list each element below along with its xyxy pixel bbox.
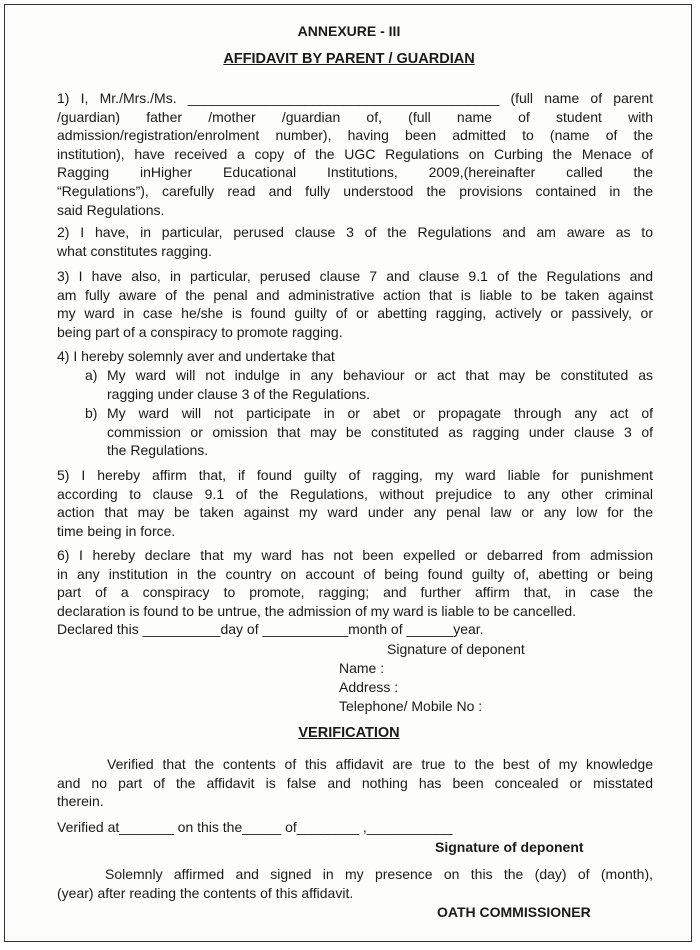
paragraph-line: according to clause 9.1 of the Regulations, without prejudice to any other criminal	[57, 485, 653, 502]
paragraph-line: being part of a conspiracy to promote ragging.	[57, 323, 343, 340]
undertaking-item-a	[77, 366, 653, 403]
paragraph-line: /guardian) father /mother /guardian of, (full name of student with	[57, 108, 653, 125]
verification-heading-text: VERIFICATION	[298, 725, 400, 741]
paragraph-line: 4) I hereby solemnly aver and undertake that	[57, 348, 335, 364]
paragraph-line: 1) I, Mr./Mrs./Ms. ________________________________________ (full name of parent	[57, 90, 653, 106]
paragraph-line: am fully aware of the penal and administrative action that is liable to be taken against	[57, 286, 653, 303]
paragraph-line: Ragging inHigher Educational Institutions, 2009,(hereinafter called the	[57, 164, 653, 181]
item-label: a)	[85, 367, 98, 383]
paragraph-line: and no part of the affidavit is false and nothing has been concealed or misstated	[57, 774, 653, 791]
paragraph-line: declaration is found to be untrue, the admission of my ward is liable to be cancelled.	[57, 602, 577, 619]
paragraph-line: 2) I have, in particular, perused clause 3 of the Regulations and am aware as to	[57, 224, 653, 240]
verification-signature-label: Signature of deponent	[435, 839, 584, 855]
item-line: commission or omission that may be constituted as ragging under clause 3 of	[107, 423, 653, 440]
paragraph-line: “Regulations”), carefully read and fully understood the provisions contained in the	[57, 182, 653, 199]
paragraph-line: action that may be taken against my ward under any penal law or any low for the	[57, 504, 653, 521]
verification-heading	[5, 725, 693, 741]
paragraph-line: 5) I hereby affirm that, if found guilty of ragging, my ward liable for punishment	[57, 467, 653, 483]
paragraph-line: said Regulations.	[57, 201, 165, 218]
item-line: ragging under clause 3 of the Regulations.	[107, 385, 371, 402]
affidavit-page	[4, 4, 692, 942]
verification-statement	[57, 755, 653, 811]
paragraph-line: what constitutes ragging.	[57, 242, 212, 259]
paragraph-line: my ward in case he/she is found guilty of or abetting ragging, actively or passively, or	[57, 305, 653, 322]
item-line: the Regulations.	[107, 442, 209, 459]
paragraph-line: Solemnly affirmed and signed in my presence on this the (day) of (month),	[105, 866, 653, 882]
affidavit-title-text: AFFIDAVIT BY PARENT / GUARDIAN	[223, 51, 475, 67]
paragraph-6	[57, 546, 653, 639]
item-line: My ward will not participate in or abet or propagate through any act of	[107, 405, 653, 421]
paragraph-line: institution), have received a copy of the UGC Regulations on Curbing the Menace of	[57, 145, 653, 162]
paragraph-line: Verified that the contents of this affidavit are true to the best of my knowledge	[107, 756, 653, 772]
deponent-address-label: Address :	[339, 679, 399, 695]
paragraph-line: 6) I hereby declare that my ward has not been expelled or debarred from admission	[57, 547, 653, 563]
paragraph-3	[57, 267, 653, 341]
paragraph-1	[57, 89, 653, 219]
paragraph-4	[57, 347, 653, 366]
paragraph-line: 3) I have also, in particular, perused clause 7 and clause 9.1 of the Regulations and	[57, 268, 653, 284]
paragraph-line: in any institution in the country on account of being found guilty of, abetting or being	[57, 565, 653, 582]
paragraph-2	[57, 223, 653, 260]
annexure-heading: ANNEXURE - III	[297, 23, 401, 39]
paragraph-line: (year) after reading the contents of this affidavit.	[57, 884, 354, 901]
paragraph-line: admission/registration/enrolment number), having been admitted to (name of the	[57, 127, 653, 144]
undertaking-item-b	[77, 404, 653, 460]
paragraph-line: part of a conspiracy to promote, ragging; and further affirm that, in case the	[57, 584, 653, 601]
solemn-affirmation	[57, 865, 653, 902]
affidavit-title	[5, 51, 693, 67]
paragraph-line: therein.	[57, 793, 104, 810]
oath-commissioner-label: OATH COMMISSIONER	[437, 904, 591, 920]
paragraph-line: time being in force.	[57, 522, 176, 539]
verified-at-line: Verified at_______ on this the_____ of________ ,___________	[57, 819, 453, 835]
item-label: b)	[85, 405, 98, 421]
deponent-signature-label: Signature of deponent	[387, 641, 525, 657]
paragraph-5	[57, 466, 653, 540]
deponent-phone-label: Telephone/ Mobile No :	[339, 698, 483, 714]
item-line: My ward will not indulge in any behaviour or act that may be constituted as	[107, 367, 653, 383]
declared-line: Declared this __________day of ___________month of ______year.	[57, 621, 484, 638]
deponent-name-label: Name :	[339, 660, 385, 676]
